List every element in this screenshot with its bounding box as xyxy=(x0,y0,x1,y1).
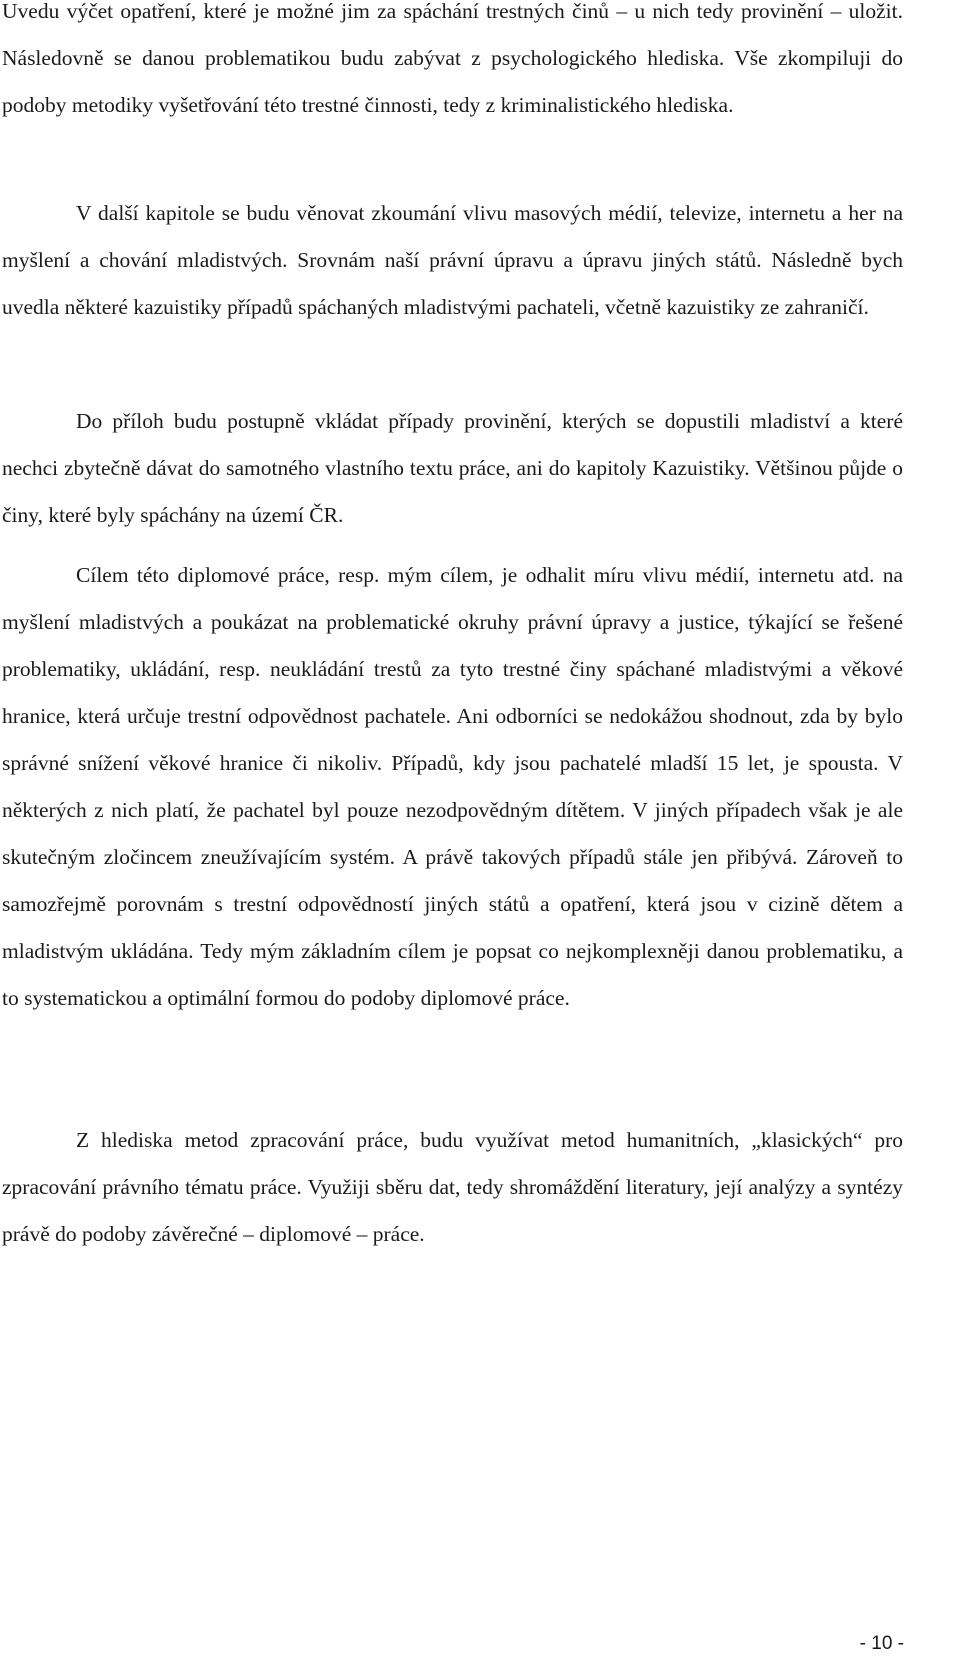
paragraph-4: Cílem této diplomové práce, resp. mým cílem, je odhalit míru vlivu médií, internetu atd. na myšlení mladistvých a poukázat na problematické okruhy právní úpravy a justice, týkající se řešené problematiky, ukládání, resp. neukládání trestů za tyto trestné činy spáchané mladistvými a věkové hranice, která určuje trestní odpovědnost pachatele. Ani odborníci se nedokážou shodnout, zda by bylo správné snížení věkové hranice či nikoliv. Případů, kdy jsou pachatelé mladší 15 let, je spousta. V některých z nich platí, že pachatel byl pouze nezodpovědným dítětem. V jiných případech však je ale skutečným zločincem zneužívajícím systém. A právě takových případů stále jen přibývá. Zároveň to samozřejmě porovnám s trestní odpovědností jiných států a opatření, která jsou v cizině dětem a mladistvým ukládána. Tedy mým základním cílem je popsat co nejkomplexněji danou problematiku, a to systematickou a optimální formou do podoby diplomové práce. xyxy=(2,563,903,1010)
page-number: - 10 - xyxy=(859,1633,904,1654)
paragraph-2: V další kapitole se budu věnovat zkoumání vlivu masových médií, televize, internetu a her na myšlení a chování mladistvých. Srovnám naší právní úpravu a úpravu jiných států. Následně bych uvedla některé kazuistiky případů spáchaných mladistvými pachateli, včetně kazuistiky ze zahraničí. xyxy=(2,201,903,319)
paragraph-5: Z hlediska metod zpracování práce, budu využívat metod humanitních, „klasických“ pro zpracování právního tématu práce. Využiji sběru dat, tedy shromáždění literatury, její analýzy a syntézy právě do podoby závěrečné – diplomové – práce. xyxy=(2,1128,903,1246)
paragraph-3: Do příloh budu postupně vkládat případy provinění, kterých se dopustili mladiství a které nechci zbytečně dávat do samotného vlastního textu práce, ani do kapitoly Kazuistiky. Většinou půjde o činy, které byly spáchány na území ČR. xyxy=(2,409,903,527)
paragraph-1: Uvedu výčet opatření, které je možné jim za spáchání trestných činů – u nich tedy provinění – uložit. Následovně se danou problematikou budu zabývat z psychologického hlediska. Vše zkompiluji do podoby metodiky vyšetřování této trestné činnosti, tedy z kriminalistického hlediska. xyxy=(2,0,903,117)
